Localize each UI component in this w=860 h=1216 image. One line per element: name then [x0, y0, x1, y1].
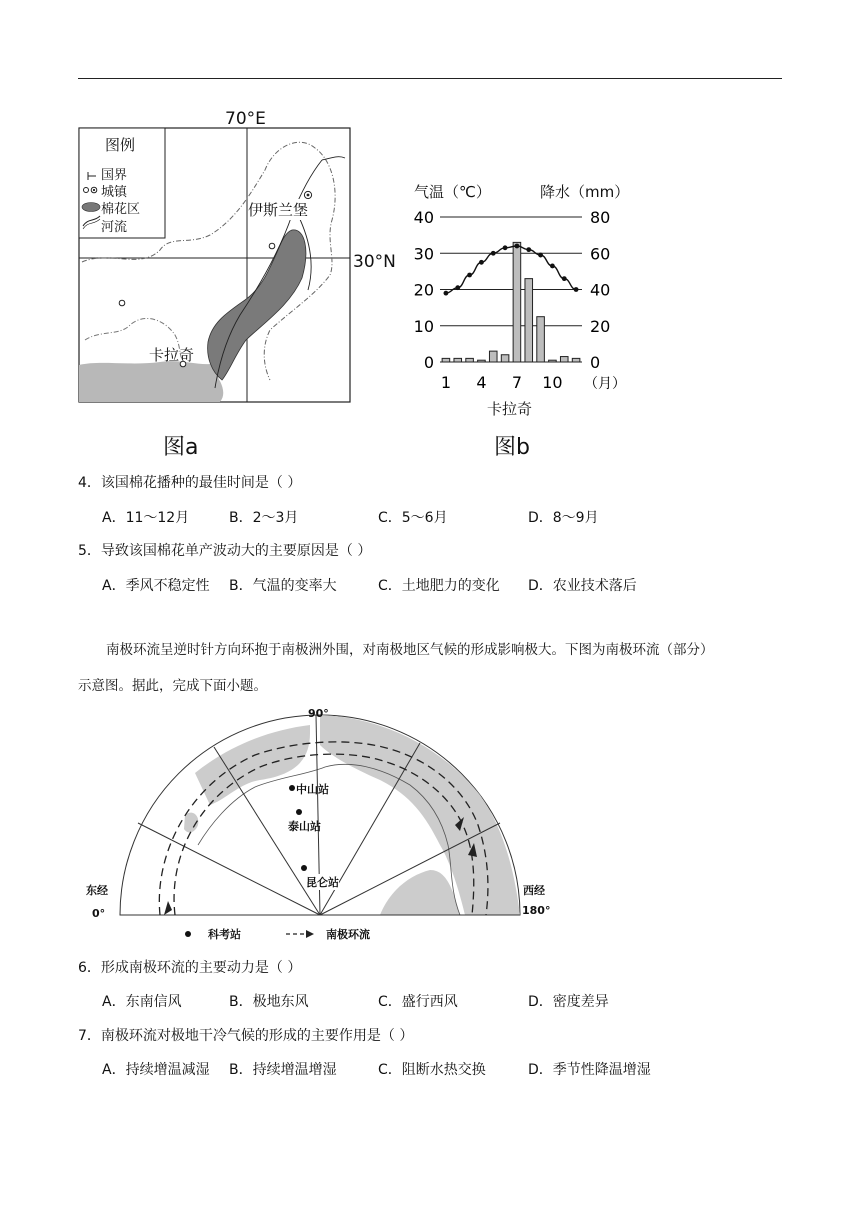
- temperature-point: [515, 244, 520, 249]
- legend-title: 图例: [105, 136, 136, 154]
- temperature-point: [503, 245, 508, 250]
- precip-bar: [537, 317, 545, 362]
- q6-option-a[interactable]: A．东南信风: [102, 994, 182, 1010]
- temperature-point: [550, 264, 555, 269]
- precip-bar: [525, 279, 533, 362]
- climate-chart: [400, 200, 630, 430]
- month-tick-label: 1: [440, 373, 452, 392]
- precip-tick-label: 0: [590, 353, 601, 372]
- temperature-point: [467, 273, 472, 278]
- precip-tick-label: 80: [590, 208, 611, 227]
- temp-tick-label: 40: [413, 208, 434, 227]
- temperature-point: [455, 285, 460, 290]
- q6-option-c[interactable]: C．盛行西风: [378, 994, 458, 1010]
- legend-item-cotton: 棉花区: [101, 202, 141, 217]
- temperature-point: [526, 247, 531, 252]
- precip-bar: [466, 358, 474, 362]
- precip-tick-label: 40: [590, 280, 611, 300]
- q7-option-a[interactable]: A．持续增温减湿: [102, 1062, 210, 1078]
- temperature-point: [444, 291, 449, 296]
- q4-option-a[interactable]: A．11～12月: [102, 510, 190, 526]
- q7-option-d[interactable]: D．季节性降温增湿: [528, 1062, 651, 1078]
- month-tick-label: 10: [542, 373, 563, 392]
- temperature-point: [562, 276, 567, 281]
- temperature-point: [574, 287, 579, 292]
- legend-item-town: 城镇: [101, 185, 128, 200]
- q5-option-a[interactable]: A．季风不稳定性: [102, 578, 210, 594]
- station-zhongshan: 中山站: [296, 783, 329, 796]
- precip-bar: [501, 355, 509, 362]
- q7-option-c[interactable]: C．阻断水热交换: [378, 1062, 486, 1078]
- temperature-point: [479, 260, 484, 265]
- map-label-180: 180°: [522, 904, 551, 917]
- longitude-label: 70°E: [225, 109, 266, 129]
- precip-tick-label: 60: [590, 244, 611, 264]
- temperature-point: [538, 253, 543, 258]
- month-unit-label: （月）: [584, 376, 626, 392]
- question-4: 4．该国棉花播种的最佳时间是（ ）: [78, 475, 302, 491]
- temp-tick-label: 20: [413, 280, 434, 300]
- temp-axis-title: 气温（℃）: [414, 183, 491, 201]
- temp-tick-label: 10: [413, 316, 434, 336]
- precip-tick-label: 20: [590, 316, 611, 336]
- precip-bar: [489, 351, 497, 362]
- legend-item-river: 河流: [101, 220, 128, 235]
- q6-option-b[interactable]: B．极地东风: [229, 994, 309, 1010]
- figure-a-label: 图a: [163, 435, 199, 460]
- precip-bar: [572, 358, 580, 362]
- month-tick-label: 7: [511, 373, 523, 392]
- precip-bar: [560, 357, 568, 362]
- station-label: 卡拉奇: [487, 400, 533, 418]
- question-7: 7．南极环流对极地干冷气候的形成的主要作用是（ ）: [78, 1028, 414, 1044]
- passage-line-1: 南极环流呈逆时针方向环抱于南极洲外围，对南极地区气候的形成影响极大。下图为南极环流（部分）: [106, 642, 714, 658]
- temp-tick-label: 0: [423, 353, 434, 372]
- q6-option-d[interactable]: D．密度差异: [528, 994, 609, 1010]
- q5-option-c[interactable]: C．土地肥力的变化: [378, 578, 500, 594]
- q4-option-c[interactable]: C．5～6月: [378, 510, 448, 526]
- city-karachi: 卡拉奇: [149, 346, 195, 364]
- temp-tick-label: 30: [413, 244, 434, 264]
- header-rule: [78, 78, 782, 79]
- q5-option-d[interactable]: D．农业技术落后: [528, 578, 637, 594]
- precip-bar: [442, 358, 450, 362]
- precip-bar: [549, 360, 557, 362]
- legend-current: 南极环流: [326, 928, 370, 941]
- station-kunlun: 昆仑站: [306, 876, 339, 889]
- q5-option-b[interactable]: B．气温的变率大: [229, 578, 337, 594]
- temperature-point: [491, 251, 496, 256]
- question-6: 6．形成南极环流的主要动力是（ ）: [78, 960, 302, 976]
- station-taishan: 泰山站: [288, 820, 321, 833]
- city-islamabad: 伊斯兰堡: [248, 201, 309, 219]
- figure-b-label: 图b: [494, 435, 530, 460]
- q4-option-d[interactable]: D．8～9月: [528, 510, 599, 526]
- month-tick-label: 4: [476, 373, 487, 392]
- map-label-0: 0°: [92, 907, 106, 920]
- q7-option-b[interactable]: B．持续增温增湿: [229, 1062, 337, 1078]
- precip-bar: [478, 360, 486, 362]
- precip-bar: [454, 358, 462, 362]
- map-label-90: 90°: [308, 707, 329, 720]
- latitude-label: 30°N: [353, 252, 396, 272]
- legend-station: 科考站: [208, 928, 241, 941]
- q4-option-b[interactable]: B．2～3月: [229, 510, 299, 526]
- question-5: 5．导致该国棉花单产波动大的主要原因是（ ）: [78, 543, 372, 559]
- precip-axis-title: 降水（mm）: [540, 183, 630, 201]
- map-label-east: 东经: [86, 884, 108, 897]
- legend-item-border: 国界: [101, 168, 128, 183]
- map-label-west: 西经: [523, 884, 545, 897]
- precip-bar: [513, 242, 521, 362]
- passage-line-2: 示意图。据此，完成下面小题。: [78, 678, 267, 694]
